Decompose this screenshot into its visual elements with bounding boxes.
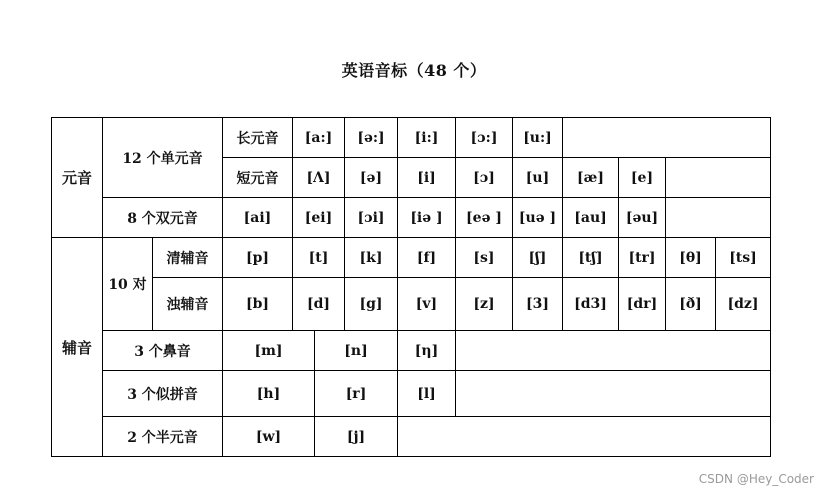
pairs-label: 10 对 [102,237,153,331]
diphthong-cell: [əu] [618,197,666,238]
diphthong-label: 8 个双元音 [102,197,223,238]
lateral-cell: [h] [222,370,315,417]
voiced-cell: [z] [455,277,513,331]
short-vowel-cell: [ə] [344,157,398,198]
short-vowel-cell: [u] [512,157,563,198]
long-vowel-cell: [ə:] [344,117,398,158]
semivowel-cell: [j] [314,416,398,457]
diphthong-cell: [uə ] [512,197,563,238]
nasal-label: 3 个鼻音 [102,330,223,371]
vowel-group-label: 元音 [51,117,103,238]
short-vowel-cell: [e] [618,157,666,198]
voiceless-cell: [tr] [618,237,666,278]
watermark: CSDN @Hey_Coder [698,472,814,486]
voiced-cell: [d3] [562,277,619,331]
voiceless-cell: [k] [344,237,398,278]
voiced-cell: [g] [344,277,398,331]
nasal-cell: [n] [314,330,398,371]
lateral-cell: [l] [397,370,456,417]
voiceless-cell: [θ] [665,237,716,278]
short-vowel-label: 短元音 [222,157,293,198]
voiceless-cell: [s] [455,237,513,278]
semivowel-label: 2 个半元音 [102,416,223,457]
voiced-cell: [dz] [715,277,771,331]
short-vowel-cell: [Λ] [292,157,345,198]
long-vowel-cell: [ɔ:] [455,117,513,158]
diphthong-cell: [ɔi] [344,197,398,238]
voiceless-label: 清辅音 [152,237,223,278]
semivowel-cell: [w] [222,416,315,457]
diphthong-cell: [au] [562,197,619,238]
voiced-cell: [v] [397,277,456,331]
empty-cell [455,330,771,371]
short-vowel-cell: [æ] [562,157,619,198]
empty-cell [665,157,771,198]
voiced-cell: [d] [292,277,345,331]
voiceless-cell: [t] [292,237,345,278]
voiceless-cell: [tʃ] [562,237,619,278]
short-vowel-cell: [i] [397,157,456,198]
voiceless-cell: [ʃ] [512,237,563,278]
consonant-group-label: 辅音 [51,237,103,457]
page-title: 英语音标（48 个） [341,61,487,80]
voiced-cell: [3] [512,277,563,331]
diphthong-cell: [ei] [292,197,345,238]
empty-cell [562,117,771,158]
nasal-cell: [η] [397,330,456,371]
lateral-label: 3 个似拼音 [102,370,223,417]
voiceless-cell: [ts] [715,237,771,278]
monophthong-label: 12 个单元音 [102,117,223,198]
voiceless-cell: [f] [397,237,456,278]
diphthong-cell: [eə ] [455,197,513,238]
voiced-cell: [dr] [618,277,666,331]
empty-cell [455,370,771,417]
voiced-label: 浊辅音 [152,277,223,331]
voiceless-cell: [p] [222,237,293,278]
empty-cell [665,197,771,238]
short-vowel-cell: [ɔ] [455,157,513,198]
voiced-cell: [b] [222,277,293,331]
long-vowel-cell: [u:] [512,117,563,158]
diphthong-cell: [iə ] [397,197,456,238]
long-vowel-cell: [i:] [397,117,456,158]
lateral-cell: [r] [314,370,398,417]
nasal-cell: [m] [222,330,315,371]
empty-cell [397,416,771,457]
long-vowel-label: 长元音 [222,117,293,158]
long-vowel-cell: [a:] [292,117,345,158]
voiced-cell: [ð] [665,277,716,331]
diphthong-cell: [ai] [222,197,293,238]
